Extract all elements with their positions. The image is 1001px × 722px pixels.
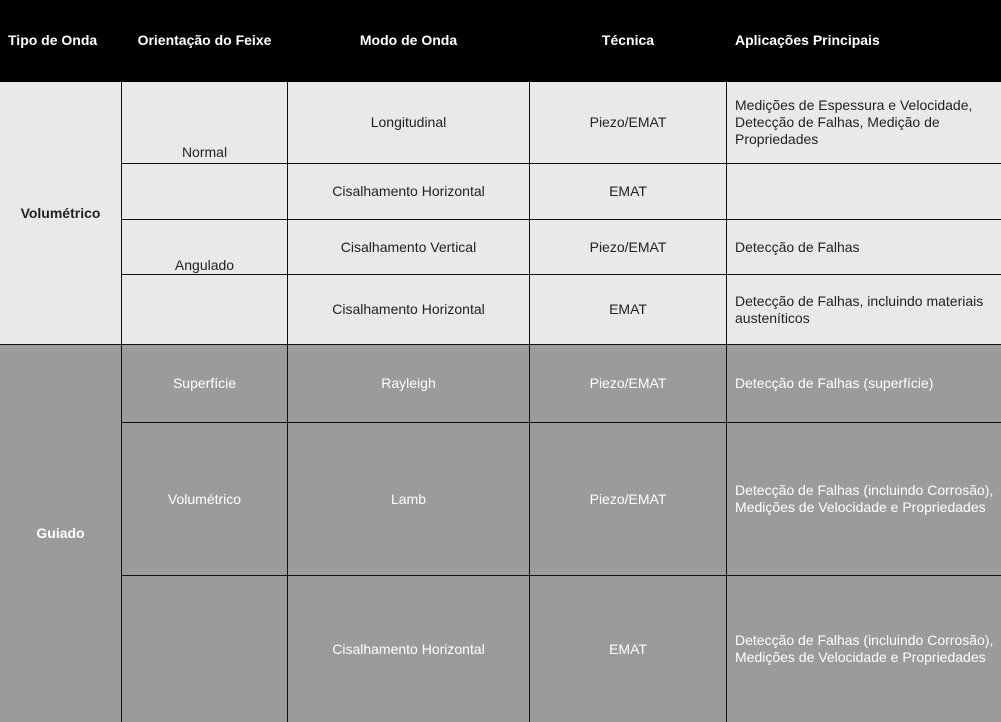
mode-cell: Rayleigh — [288, 345, 530, 423]
orientation-cell: Volumétrico — [122, 423, 288, 576]
applications-cell — [727, 164, 1001, 220]
mode-cell: Cisalhamento Horizontal — [288, 164, 530, 220]
orientation-angulado-cont — [122, 275, 288, 345]
header-technique: Técnica — [530, 0, 727, 82]
applications-cell: Detecção de Falhas, incluindo materiais austeníticos — [727, 275, 1001, 345]
technique-cell: Piezo/EMAT — [530, 345, 727, 423]
header-main-applications: Aplicações Principais — [727, 0, 1001, 82]
technique-cell: Piezo/EMAT — [530, 220, 727, 275]
applications-cell: Detecção de Falhas — [727, 220, 1001, 275]
orientation-cell: Superfície — [122, 345, 288, 423]
technique-cell: EMAT — [530, 576, 727, 722]
applications-cell: Detecção de Falhas (superfície) — [727, 345, 1001, 423]
technique-cell: EMAT — [530, 164, 727, 220]
header-wave-type: Tipo de Onda — [0, 0, 122, 82]
applications-cell: Detecção de Falhas (incluindo Corrosão), Medições de Velocidade e Propriedades — [727, 423, 1001, 576]
orientation-normal: Normal — [122, 82, 288, 164]
applications-cell: Detecção de Falhas (incluindo Corrosão), Medições de Velocidade e Propriedades — [727, 576, 1001, 722]
technique-cell: Piezo/EMAT — [530, 82, 727, 164]
header-wave-mode: Modo de Onda — [288, 0, 530, 82]
wave-type-volumetric: Volumétrico — [0, 82, 122, 345]
mode-cell: Cisalhamento Horizontal — [288, 275, 530, 345]
wave-type-guided: Guiado — [0, 345, 122, 722]
orientation-cell — [122, 576, 288, 722]
mode-cell: Longitudinal — [288, 82, 530, 164]
technique-cell: EMAT — [530, 275, 727, 345]
orientation-angulado: Angulado — [122, 220, 288, 275]
orientation-normal-cont — [122, 164, 288, 220]
mode-cell: Lamb — [288, 423, 530, 576]
applications-cell: Medições de Espessura e Velocidade, Detecção de Falhas, Medição de Propriedades — [727, 82, 1001, 164]
mode-cell: Cisalhamento Vertical — [288, 220, 530, 275]
mode-cell: Cisalhamento Horizontal — [288, 576, 530, 722]
technique-cell: Piezo/EMAT — [530, 423, 727, 576]
header-beam-orientation: Orientação do Feixe — [122, 0, 288, 82]
